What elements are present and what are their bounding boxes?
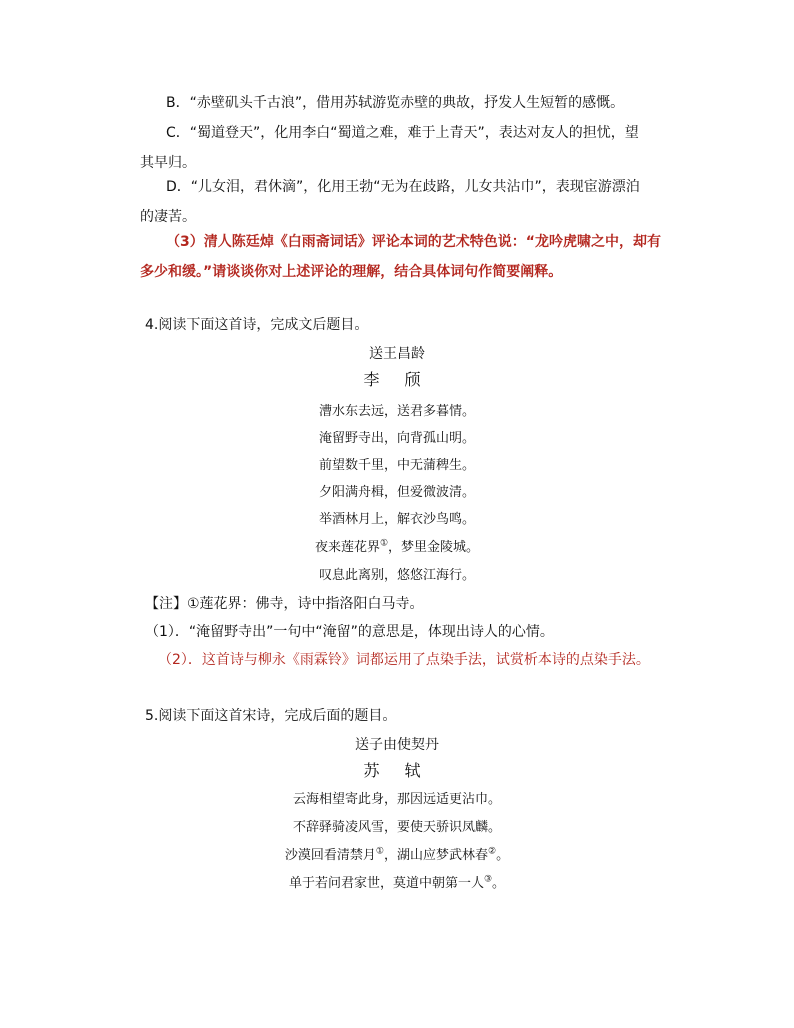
q4-sub2: （2）．这首诗与柳永《雨霖铃》词都运用了点染手法，试赏析本诗的点染手法。: [158, 652, 650, 668]
q4-poem-line-5: 举酒林月上，解衣沙鸟鸣。: [318, 512, 475, 527]
q4-poem-title: 送王昌龄: [369, 346, 425, 362]
q4-poem-line-6: [0, 538, 794, 558]
q3-option-c-line2: 其早归。: [140, 155, 196, 171]
q5-poem-line-3: [0, 846, 794, 866]
q5-footnote-mark-3: ③: [483, 874, 493, 885]
q4-poem-line-4: 夕阳满舟楫，但爱微波清。: [318, 485, 475, 500]
q3-sub3-line2: 多少和缓。”请谈谈你对上述评论的理解，结合具体词句作简要阐释。: [140, 264, 563, 280]
q4-poem-line-6a: 夜来莲花界: [314, 540, 380, 555]
q5-poem-line-1: 云海相望寄此身，那因远适更沾巾。: [292, 792, 501, 807]
q4-poem-author: 李 颀: [363, 370, 431, 389]
q5-footnote-mark-1: ①: [375, 846, 384, 857]
q3-option-c-line1: C．“蜀道登天”，化用李白“蜀道之难，难于上青天”，表达对友人的担忧，望: [166, 125, 639, 141]
q4-poem-line-6b: ，梦里金陵城。: [388, 540, 480, 555]
q4-poem-line-3: 前望数千里，中无蒲稗生。: [318, 458, 475, 473]
q5-poem-line-3b: ，湖山应梦武林春: [383, 848, 488, 863]
q5-poem-line-3a: 沙漠回看清禁月: [284, 848, 376, 863]
q4-footnote-mark: ①: [379, 538, 389, 549]
q3-sub3-line1: （3）清人陈廷焯《白雨斋词话》评论本词的艺术特色说：“龙吟虎啸之中，却有: [166, 234, 661, 250]
q3-option-d-line2: 的凄苦。: [140, 209, 196, 225]
q4-prompt: 4.阅读下面这首诗，完成文后题目。: [145, 317, 369, 333]
q4-sub1: （1）．“淹留野寺出”一句中“淹留”的意思是，体现出诗人的心情。: [145, 624, 554, 640]
q5-poem-line-4a: 单于若问君家世，莫道中朝第一人: [288, 876, 484, 891]
q5-footnote-mark-2: ②: [488, 846, 497, 857]
q3-option-b: B．“赤壁矶头千古浪”，借用苏轼游览赤壁的典故，抒发人生短暂的感慨。: [166, 95, 625, 111]
q3-option-d-line1: D．“儿女泪，君休滴”，化用王勃“无为在歧路，儿女共沾巾”，表现宦游漂泊: [166, 179, 640, 195]
q5-poem-line-4: [0, 874, 794, 894]
q5-poem-title: 送子由使契丹: [355, 737, 439, 753]
q5-poem-line-4b: 。: [492, 876, 506, 891]
q4-note: 【注】①莲花界：佛寺，诗中指洛阳白马寺。: [145, 596, 424, 612]
q4-poem-line-7: 叹息此离别，悠悠江海行。: [318, 568, 475, 583]
q5-poem-author: 苏 轼: [363, 761, 431, 780]
q5-prompt: 5.阅读下面这首宋诗，完成后面的题目。: [145, 708, 397, 724]
q4-poem-line-1: 漕水东去远，送君多暮情。: [318, 404, 475, 419]
q4-poem-line-2: 淹留野寺出，向背孤山明。: [318, 431, 475, 446]
q5-poem-line-3c: 。: [496, 848, 510, 863]
q5-poem-line-2: 不辞驿骑凌风雪，要使天骄识凤麟。: [292, 820, 501, 835]
